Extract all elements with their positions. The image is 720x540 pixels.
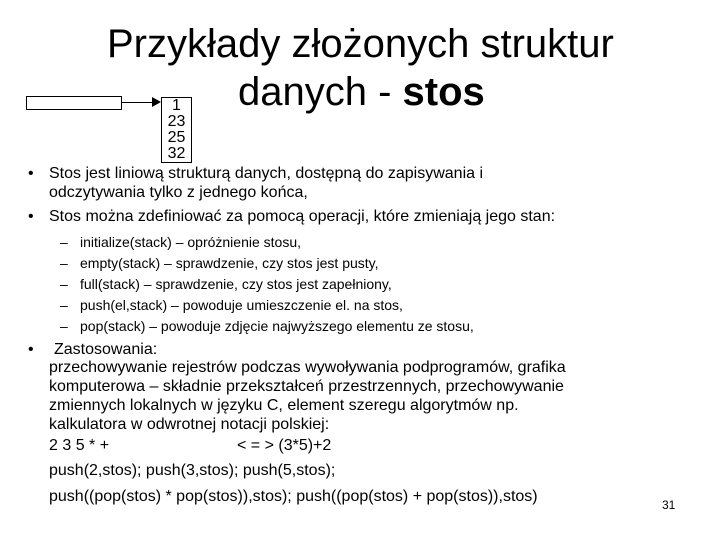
sub-item-full: full(stack) – sprawdzenie, czy stos jest zapełniony, (80, 276, 392, 292)
bullet3-line: komputerowa – składnie przekształceń przestrzennych, przechowywanie (49, 378, 564, 395)
sub-item-push: push(el,stack) – powoduje umieszczenie el. na stos, (80, 297, 403, 313)
stack-cell: 1 (162, 97, 191, 114)
slide-title-line2 (238, 70, 485, 114)
sub-marker: – (60, 318, 68, 334)
pointer-arrow-line (121, 102, 153, 103)
sub-marker: – (60, 276, 68, 292)
bullet3-line: kalkulatora w odwrotnej notacji polskiej: (49, 416, 330, 433)
bullet1-line1: Stos jest liniową strukturą danych, dostępną do zapisywania i (49, 165, 484, 182)
sub-item-initialize: initialize(stack) – opróżnienie stosu, (80, 234, 301, 250)
stack-cell: 23 (167, 113, 186, 130)
bullet3-line: zmiennych lokalnych w języku C, element szeregu algorytmów np. (49, 397, 519, 414)
page-number: 31 (662, 498, 676, 512)
sub-marker: – (60, 297, 68, 313)
infix-equivalent: < = > (3*5)+2 (237, 437, 332, 454)
bullet-marker: • (28, 165, 34, 182)
code-line-1: push(2,stos); push(3,stos); push(5,stos); (49, 462, 336, 479)
title-text: danych - (238, 70, 403, 114)
bullet3-heading: Zastosowania: (54, 341, 158, 358)
stack-cell: 32 (167, 145, 186, 162)
code-line-2: push((pop(stos) * pop(stos)),stos); push((pop(stos) + pop(stos)),stos) (49, 488, 538, 505)
title-bold-word: stos (402, 70, 485, 114)
slide-title-line1: Przykłady złożonych struktur (107, 22, 614, 66)
stack-cell: 25 (167, 129, 186, 146)
stack-pointer-box (26, 96, 122, 110)
sub-item-pop: pop(stack) – powoduje zdjęcie najwyższego elementu ze stosu, (80, 318, 474, 334)
bullet3-line: przechowywanie rejestrów podczas wywoływania podprogramów, grafika (49, 359, 566, 376)
sub-item-empty: empty(stack) – sprawdzenie, czy stos jest pusty, (80, 255, 379, 271)
bullet-marker: • (28, 208, 34, 225)
rpn-expression: 2 3 5 * + (49, 437, 110, 454)
bullet-marker: • (28, 341, 34, 358)
stack-diagram (161, 97, 192, 163)
pointer-arrow-head (152, 97, 161, 107)
bullet2-line1: Stos można zdefiniować za pomocą operacji, które zmieniają jego stan: (49, 208, 556, 225)
sub-marker: – (60, 255, 68, 271)
bullet1-line2: odczytywania tylko z jednego końca, (49, 184, 308, 201)
sub-marker: – (60, 234, 68, 250)
